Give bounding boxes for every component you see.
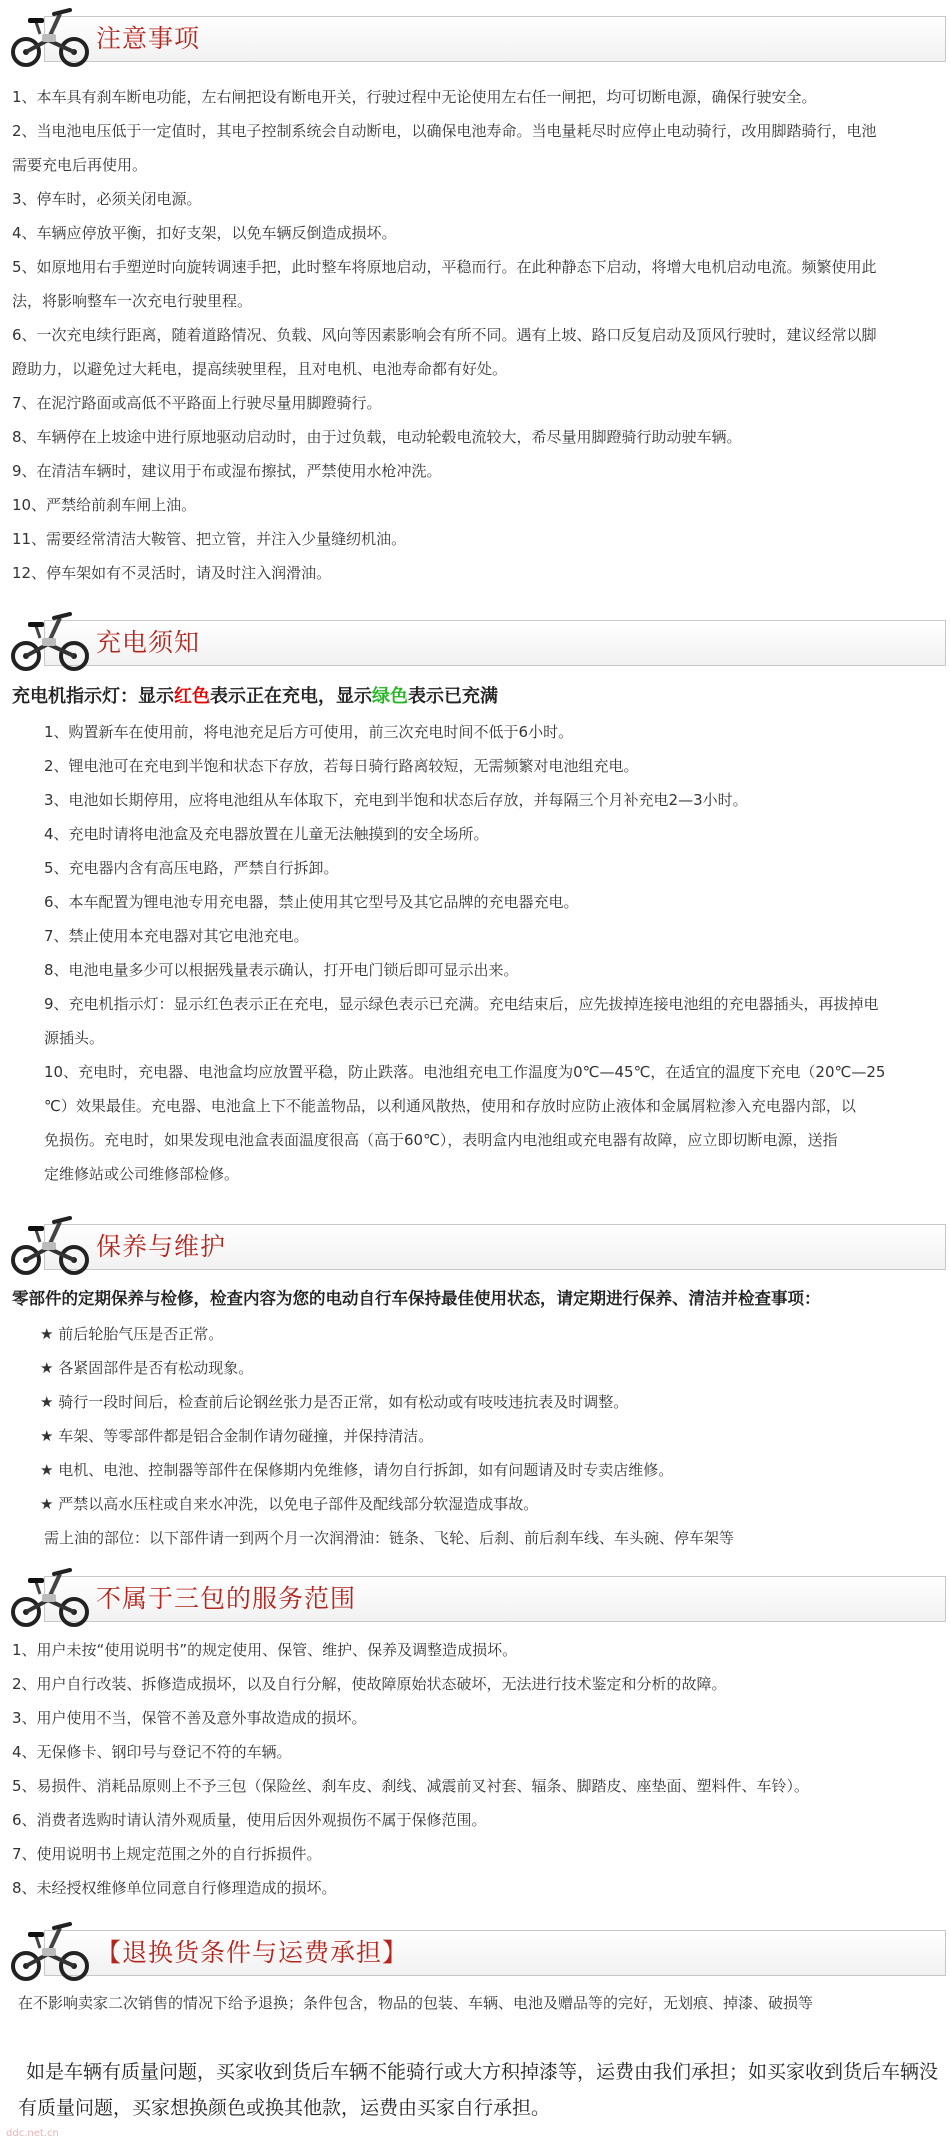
warranty-item-6: 6、消费者选购时请认清外观质量，使用后因外观损伤不属于保修范围。 xyxy=(12,1811,487,1829)
returns-conditions: 在不影响卖家二次销售的情况下给予退换；条件包含，物品的包装、车辆、电池及赠品等的完好，无划痕、掉漆、破损等 xyxy=(18,1994,814,2012)
intro-green-word: 绿色 xyxy=(372,686,408,707)
warranty-item-3: 3、用户使用不当，保管不善及意外事故造成的损坏。 xyxy=(12,1709,367,1727)
maintenance-item-2: ★ 各紧固部件是否有松动现象。 xyxy=(40,1359,254,1377)
watermark: ddc.net.cn xyxy=(6,2128,59,2139)
intro-mid: 表示正在充电，显示 xyxy=(210,686,372,707)
notice-item-10: 10、严禁给前刹车闸上油。 xyxy=(12,496,197,514)
charging-item-1: 1、购置新车在使用前，将电池充足后方可使用，前三次充电时间不低于6小时。 xyxy=(44,723,574,741)
folding-bike-icon xyxy=(8,1212,94,1278)
warranty-title: 不属于三包的服务范围 xyxy=(96,1584,357,1613)
notice-item-7: 7、在泥泞路面或高低不平路面上行驶尽量用脚蹬骑行。 xyxy=(12,394,382,412)
returns-header xyxy=(0,1914,950,1988)
charging-item-5: 5、充电器内含有高压电路，严禁自行拆卸。 xyxy=(44,859,339,877)
folding-bike-icon xyxy=(8,1918,94,1984)
warranty-header xyxy=(0,1560,950,1634)
notice-item-8: 8、车辆停在上坡途中进行原地驱动启动时，由于过负载，电动轮毂电流较大，希尽量用脚蹬骑行助动驶车辆。 xyxy=(12,428,742,446)
notice-item-11: 11、需要经常清洁大鞍管、把立管，并注入少量缝纫机油。 xyxy=(12,530,407,548)
intro-red-word: 红色 xyxy=(174,686,210,707)
charging-item-2: 2、锂电池可在充电到半饱和状态下存放，若每日骑行路离较短，无需频繁对电池组充电。 xyxy=(44,757,639,775)
charging-item-8: 8、电池电量多少可以根据残量表示确认，打开电门锁后即可显示出来。 xyxy=(44,961,519,979)
maintenance-intro: 零部件的定期保养与检修，检查内容为您的电动自行车保持最佳使用状态，请定期进行保养、清洁并检查事项： xyxy=(12,1289,821,1308)
notice-item-9: 9、在清洁车辆时，建议用于布或湿布擦拭，严禁使用水枪冲洗。 xyxy=(12,462,442,480)
intro-prefix: 充电机指示灯：显示 xyxy=(12,686,174,707)
charging-item-4: 4、充电时请将电池盒及充电器放置在儿童无法触摸到的安全场所。 xyxy=(44,825,489,843)
notice-item-4: 4、车辆应停放平衡，扣好支架，以免车辆反倒造成损坏。 xyxy=(12,224,397,242)
charging-item-6: 6、本车配置为锂电池专用充电器，禁止使用其它型号及其它品牌的充电器充电。 xyxy=(44,893,579,911)
lubrication-note: 需上油的部位：以下部件请一到两个月一次润滑油：链条、飞轮、后刹、前后刹车线、车头碗、停车架等 xyxy=(44,1529,735,1547)
maintenance-item-3: ★ 骑行一段时间后，检查前后论钢丝张力是否正常，如有松动或有吱吱违抗表及时调整。 xyxy=(40,1393,629,1411)
notice-item-1: 1、本车具有刹车断电功能，左右闸把设有断电开关，行驶过程中无论使用左右任一闸把，均可切断电源，确保行驶安全。 xyxy=(12,88,817,106)
shipping-responsibility: 如是车辆有质量问题，买家收到货后车辆不能骑行或大方积掉漆等，运费由我们承担；如买家收到货后车辆没有质量问题，买家想换颜色或换其他款，运费由买家自行承担。 xyxy=(18,2061,939,2119)
folding-bike-icon xyxy=(8,1564,94,1630)
notice-header xyxy=(0,0,950,74)
maintenance-item-5: ★ 电机、电池、控制器等部件在保修期内免维修，请勿自行拆卸，如有问题请及时专卖店维修。 xyxy=(40,1461,674,1479)
notice-item-6: 6、一次充电续行距离，随着道路情况、负载、风向等因素影响会有所不同。遇有上坡、路口反复启动及顶风行驶时，建议经常以脚 蹬助力，以避免过大耗电，提高续驶里程，且对电机、电池寿命都有好处。 xyxy=(12,326,877,378)
warranty-item-7: 7、使用说明书上规定范围之外的自行拆损件。 xyxy=(12,1845,322,1863)
charging-title: 充电须知 xyxy=(96,628,201,657)
warranty-item-5: 5、易损件、消耗品原则上不予三包（保险丝、刹车皮、刹线、减震前叉衬套、辐条、脚踏皮、座垫面、塑料件、车铃）。 xyxy=(12,1777,810,1795)
folding-bike-icon xyxy=(8,608,94,674)
maintenance-title: 保养与维护 xyxy=(96,1232,227,1261)
maintenance-item-4: ★ 车架、等零部件都是铝合金制作请勿碰撞，并保持清洁。 xyxy=(40,1427,434,1445)
warranty-item-2: 2、用户自行改装、拆修造成损坏，以及自行分解，使故障原始状态破坏，无法进行技术鉴定和分析的故障。 xyxy=(12,1675,727,1693)
notice-item-5: 5、如原地用右手塑逆时向旋转调速手把，此时整车将原地启动，平稳而行。在此种静态下启动，将增大电机启动电流。频繁使用此 法，将影响整车一次充电行驶里程。 xyxy=(12,258,877,310)
notice-title: 注意事项 xyxy=(96,24,201,53)
charging-item-3: 3、电池如长期停用，应将电池组从车体取下，充电到半饱和状态后存放，并每隔三个月补充电2—3小时。 xyxy=(44,791,748,809)
charging-item-7: 7、禁止使用本充电器对其它电池充电。 xyxy=(44,927,309,945)
notice-item-12: 12、停车架如有不灵活时，请及时注入润滑油。 xyxy=(12,564,332,582)
charging-indicator-intro xyxy=(12,682,942,712)
warranty-item-1: 1、用户未按“使用说明书”的规定使用、保管、维护、保养及调整造成损坏。 xyxy=(12,1641,518,1659)
maintenance-header xyxy=(0,1208,950,1282)
maintenance-item-1: ★ 前后轮胎气压是否正常。 xyxy=(40,1325,224,1343)
warranty-item-8: 8、未经授权维修单位同意自行修理造成的损坏。 xyxy=(12,1879,337,1897)
intro-suffix: 表示已充满 xyxy=(408,686,498,707)
warranty-item-4: 4、无保修卡、钢印号与登记不符的车辆。 xyxy=(12,1743,292,1761)
charging-header xyxy=(0,604,950,678)
charging-item-9: 9、充电机指示灯：显示红色表示正在充电，显示绿色表示已充满。充电结束后，应先拔掉连接电池组的充电器插头，再拔掉电 源插头。 xyxy=(44,995,879,1047)
notice-item-3: 3、停车时，必须关闭电源。 xyxy=(12,190,202,208)
charging-item-10: 10、充电时，充电器、电池盒均应放置平稳，防止跌落。电池组充电工作温度为0℃—45℃，在适宜的温度下充电（20℃—25 ℃）效果最佳。充电器、电池盒上下不能盖物品，以利通风散热，使用和存放时应防止液体和金属屑粒渗入充电器内部，以 免损伤。充电时，如果发现电池盒表面温度很高（高于60℃），表明盒内电池组或充电器有故障，应立即切断电源，送指 定维修站或公司维修部检修。 xyxy=(44,1063,886,1183)
maintenance-item-6: ★ 严禁以高水压柱或自来水冲洗，以免电子部件及配线部分软湿造成事故。 xyxy=(40,1495,539,1513)
notice-item-2: 2、当电池电压低于一定值时，其电子控制系统会自动断电，以确保电池寿命。当电量耗尽时应停止电动骑行，改用脚踏骑行，电池 需要充电后再使用。 xyxy=(12,122,877,174)
returns-title: 【退换货条件与运费承担】 xyxy=(96,1938,409,1967)
folding-bike-icon xyxy=(8,4,94,70)
